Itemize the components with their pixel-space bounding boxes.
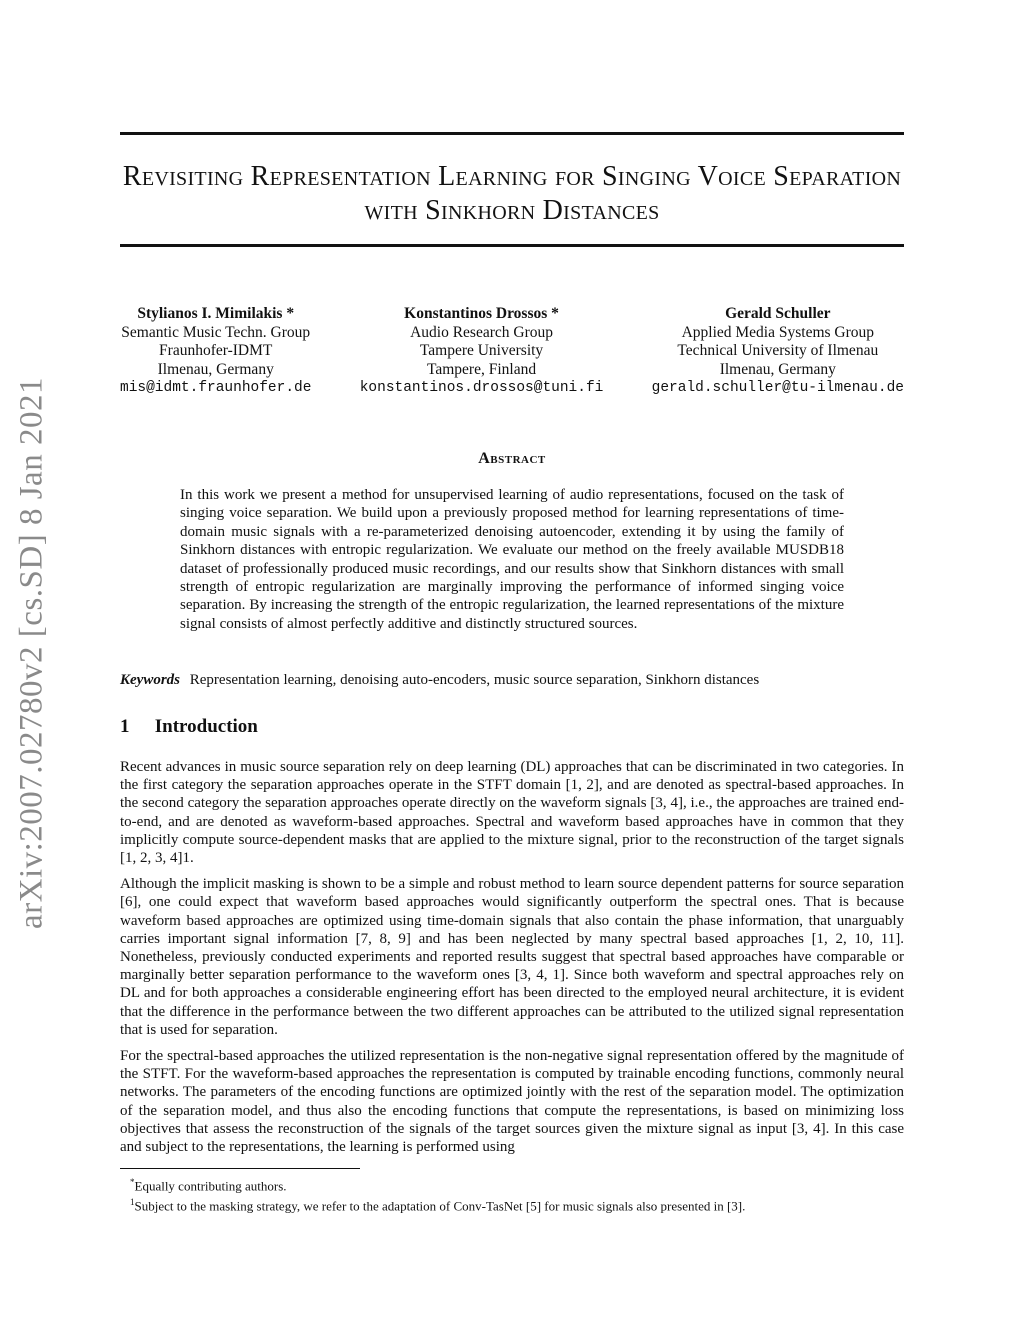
- title-bottom-rule: [120, 244, 904, 247]
- author-email[interactable]: mis@idmt.fraunhofer.de: [120, 380, 312, 396]
- section-number: 1: [120, 716, 130, 737]
- author-location: Tampere, Finland: [426, 360, 537, 378]
- paragraph: Although the implicit masking is shown to be a simple and robust method to learn source dependent patterns for source separation [6], one could expect that waveform based approaches would significantly outperform the spectral ones. That is because waveform based approaches are optimized using time-domain signals that also contain the phase information, that unarguably carries important signal information [7, 8, 9] and has been neglected by many spectral based approaches [1, 2, 10, 11]. Nonetheless, previously conducted experiments and reported results suggest that spectral based approaches have comparable or marginally better separation performance to the waveform ones [3, 4, 1]. Since both waveform and spectral approaches rely on DL and for both approaches a considerable engineering effort has been directed to the employed neural architecture, it is evident that the difference in the performance between the two different approaches can be attributed to the utilized signal representation that is used for separation.: [120, 876, 904, 1038]
- footnote: [130, 1194, 904, 1214]
- author-location: Ilmenau, Germany: [719, 360, 836, 378]
- keywords-label: Keywords: [120, 672, 180, 688]
- section-heading: [120, 716, 904, 738]
- author-group: Applied Media Systems Group: [681, 323, 875, 341]
- author-location: Ilmenau, Germany: [157, 360, 274, 378]
- author-name: Stylianos I. Mimilakis *: [137, 305, 295, 322]
- abstract-heading: Abstract: [478, 450, 546, 467]
- arxiv-identifier: arXiv:2007.02780v2 [cs.SD] 8 Jan 2021: [13, 377, 50, 929]
- author-institution: Technical University of Ilmenau: [677, 342, 879, 359]
- paper-title: Revisiting Representation Learning for Singing Voice Separation with Sinkhorn Distances: [122, 161, 902, 226]
- keywords-text: Representation learning, denoising auto-encoders, music source separation, Sinkhorn distances: [189, 672, 760, 688]
- author-name: Gerald Schuller: [725, 305, 831, 322]
- author-1: [120, 305, 311, 398]
- footnote-text: Subject to the masking strategy, we refer to the adaptation of Conv-TasNet [5] for music signals also presented in [3].: [134, 1198, 746, 1214]
- footnote: [130, 1174, 904, 1194]
- paragraph: For the spectral-based approaches the utilized representation is the non-negative signal representation offered by the magnitude of the STFT. For the waveform-based approaches the representation is computed by trainable encoding functions, commonly neural networks. The parameters of the encoding functions are optimized jointly with the rest of the separation model. The optimization of the separation model, and thus also the encoding functions that compute the representations, is based on minimizing loss objectives that assess the reconstruction of the signals of the target sources given the mixture signal as input [3, 4]. In this case and subject to the representations, the learning is performed using: [120, 1048, 904, 1156]
- author-name: Konstantinos Drossos *: [404, 305, 559, 322]
- paragraph: Recent advances in music source separation rely on deep learning (DL) approaches that can be discriminated in two categories. In the first category the separation approaches operate in the STFT domain [1, 2], and are denoted as spectral-based approaches. In the second category the separation approaches operate directly on the waveform signals [3, 4], i.e., the approaches are trained end-to-end, and are denoted as waveform-based approaches. Spectral and waveform based approaches have in common that they implicitly compute source-dependent masks that are applied to the mixture signal, prior to the reconstruction of the target signals [1, 2, 3, 4]1.: [120, 759, 904, 867]
- section-body: [120, 758, 904, 1164]
- footnote-rule: [120, 1168, 360, 1169]
- author-institution: Tampere University: [419, 342, 544, 359]
- title-top-rule: [120, 132, 904, 135]
- keywords: [120, 671, 904, 689]
- author-email[interactable]: gerald.schuller@tu-ilmenau.de: [651, 380, 904, 396]
- author-3: [652, 305, 904, 398]
- footnote-mark: *: [130, 1177, 135, 1187]
- footnote-text: Equally contributing authors.: [134, 1178, 287, 1194]
- author-block: [120, 305, 904, 398]
- author-email[interactable]: konstantinos.drossos@tuni.fi: [359, 380, 604, 396]
- author-group: Semantic Music Techn. Group: [121, 323, 311, 341]
- author-2: [360, 305, 604, 398]
- abstract-text: In this work we present a method for unsupervised learning of audio representations, focused on the task of singing voice separation. We build upon a previously proposed method for learning representations of time-domain music signals with a re-parameterized denoising autoencoder, extending it by using the family of Sinkhorn distances with entropic regularization. We evaluate our method on the freely available MUSDB18 dataset of professionally produced music recordings, and our results show that Sinkhorn distances with small strength of entropic regularization are marginally improving the performance of informed singing voice separation. By increasing the strength of the entropic regularization, the learned representations of the mixture signal consists of almost perfectly additive and distinctly structured sources.: [180, 487, 844, 632]
- author-institution: Fraunhofer-IDMT: [159, 342, 273, 359]
- author-group: Audio Research Group: [410, 323, 553, 341]
- footnote-mark: 1: [130, 1197, 135, 1208]
- section-title: Introduction: [154, 716, 258, 737]
- footnotes: [130, 1174, 904, 1215]
